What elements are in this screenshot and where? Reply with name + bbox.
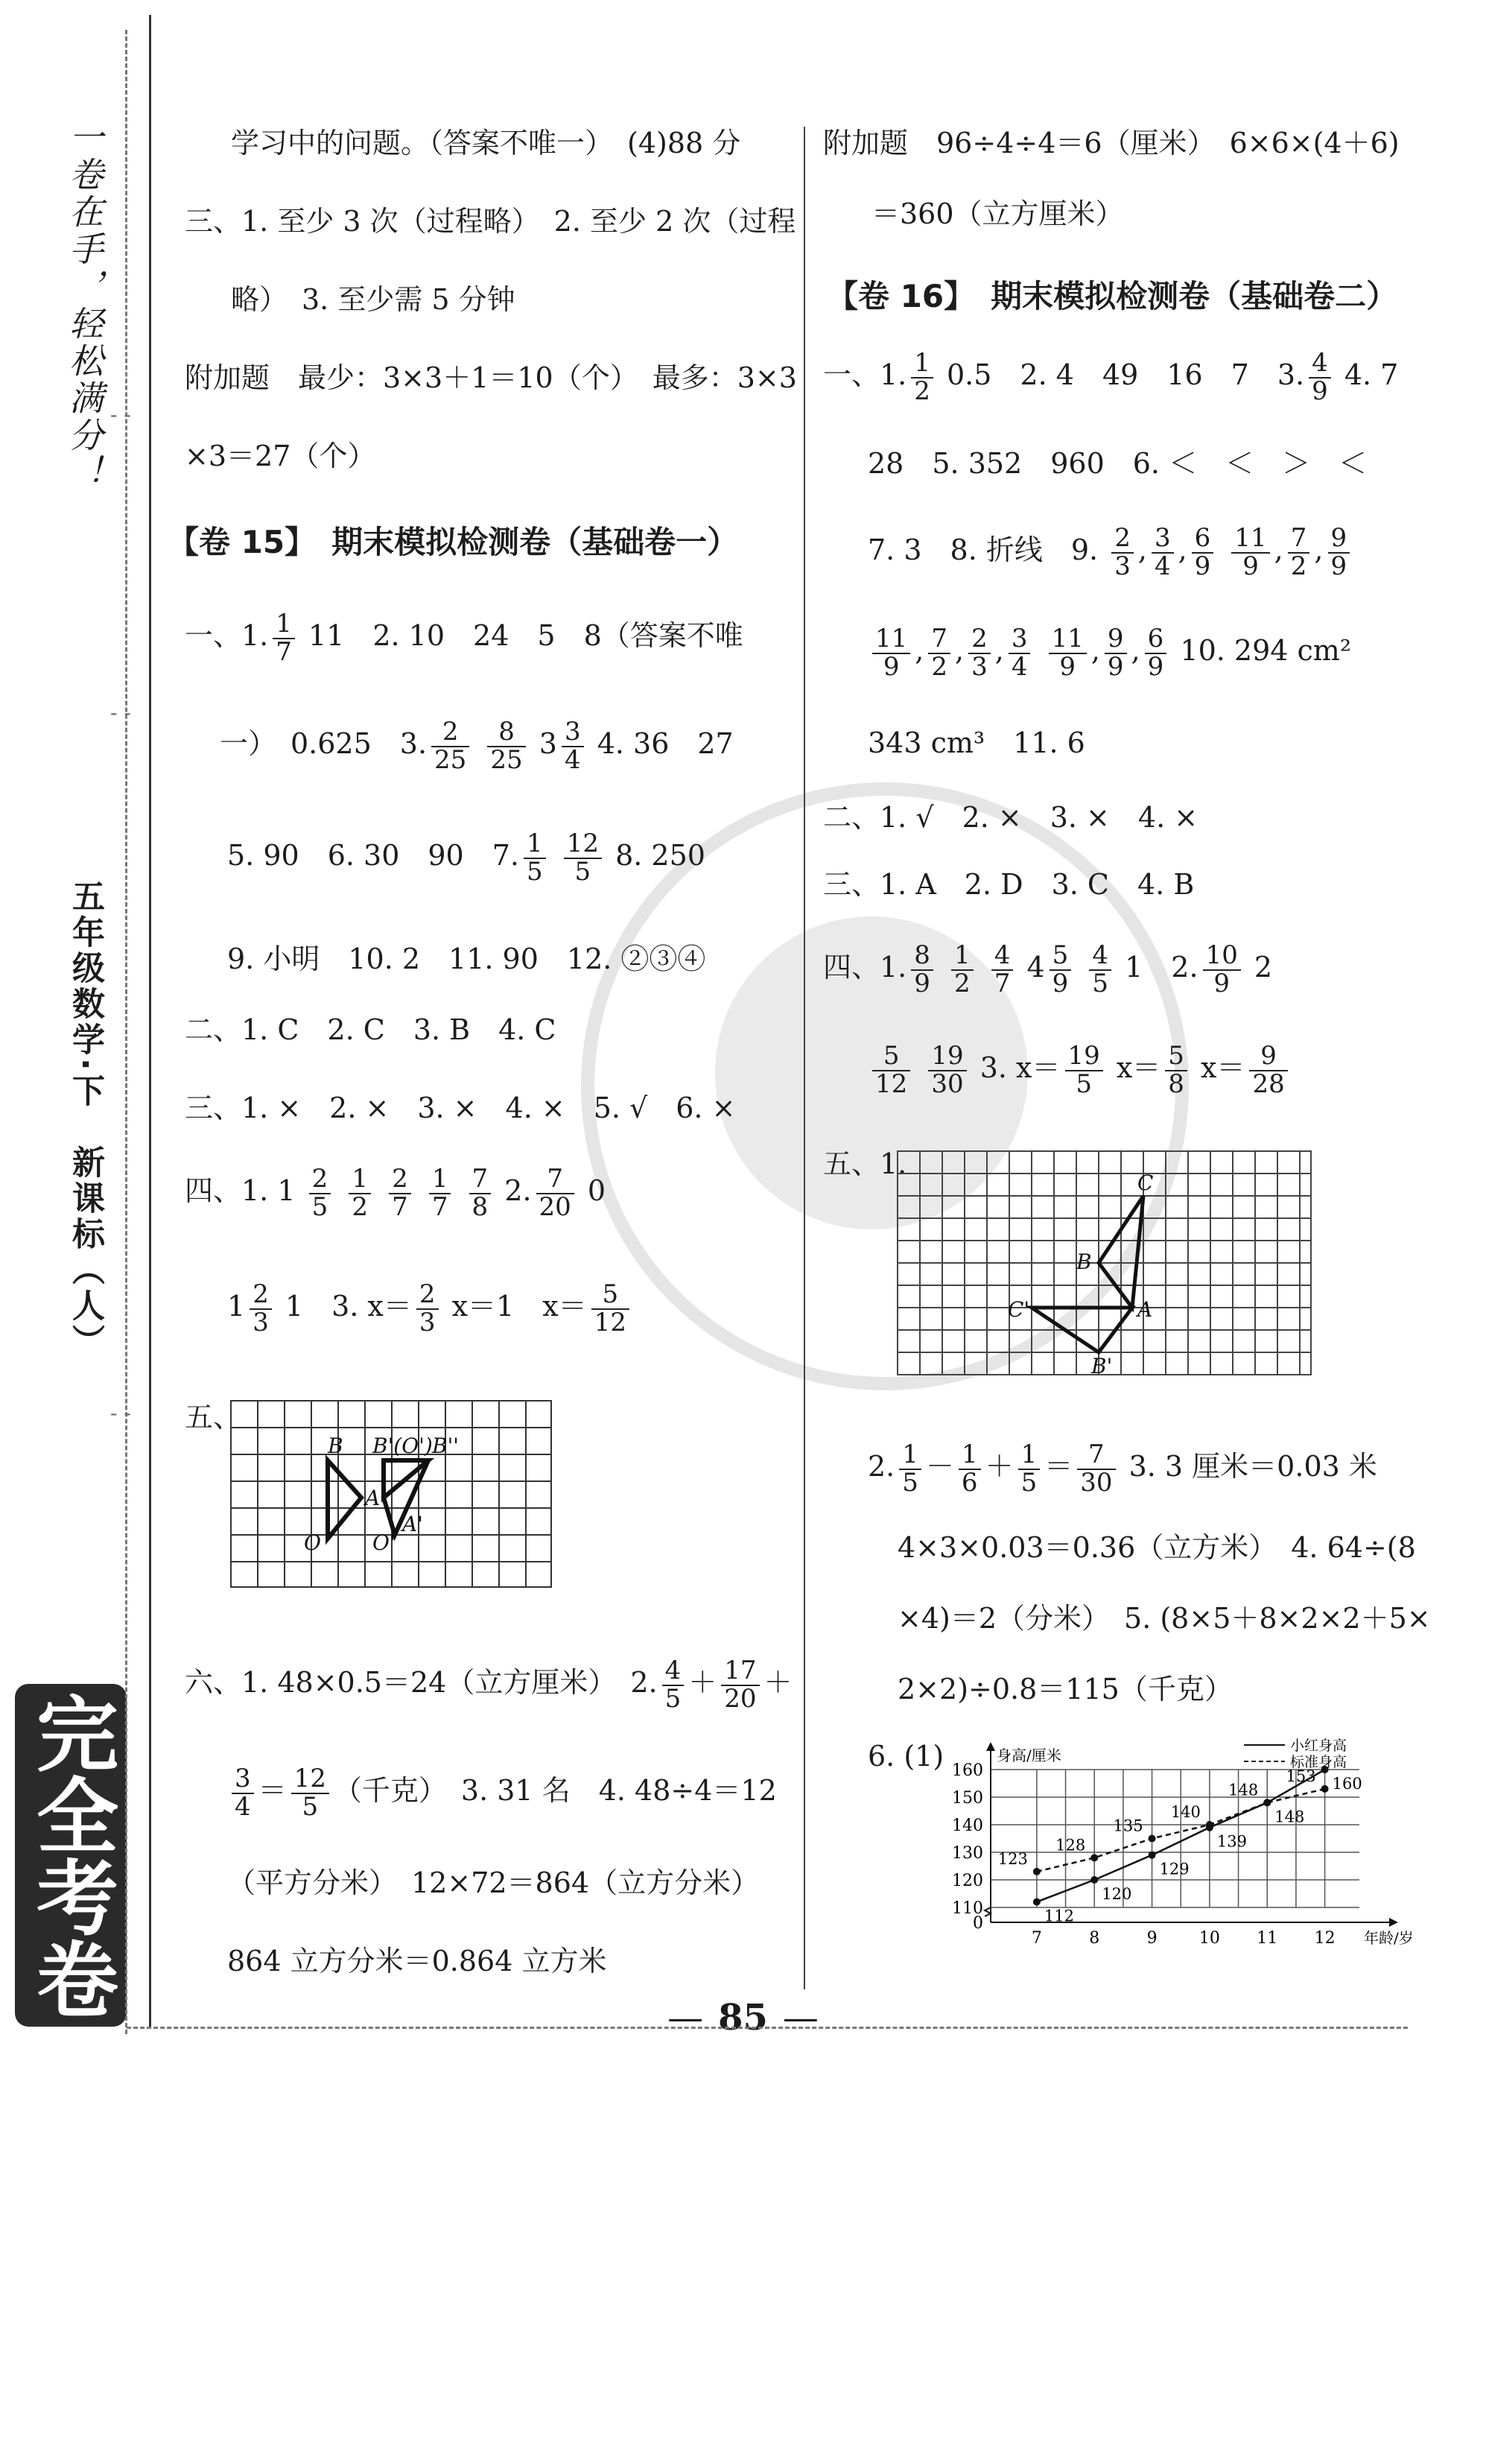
fig-label-b: B: [328, 1434, 343, 1458]
left-line-5: ×3＝27（个）: [185, 440, 376, 472]
data-point: [1090, 1876, 1098, 1884]
y-tick-label: 130: [952, 1844, 983, 1863]
left-line-4: 附加题 最少：3×3＋1＝10（个） 最多：3×3: [185, 361, 797, 394]
fig-label-a: A: [1137, 1297, 1153, 1322]
data-label: 148: [1274, 1808, 1305, 1826]
data-label: 129: [1159, 1860, 1190, 1878]
left-q11: $\frac{3}{4}$ ＝ $\frac{12}{5}$ （千克） 3. 31 名 4. 48÷4＝12: [227, 1766, 777, 1820]
left-q5: 二、1. C 2. C 3. B 4. C: [185, 1013, 556, 1046]
data-point: [1090, 1854, 1098, 1861]
cut-mark: - -: [110, 1401, 131, 1425]
right-q5: 343 cm³ 11. 6: [868, 726, 1085, 759]
fig-label-o-prime: O': [372, 1530, 396, 1555]
left-q13: 864 立方分米＝0.864 立方米: [227, 1945, 607, 1977]
fig-label-o: O: [304, 1530, 321, 1555]
rotation-grid-figure: [898, 1151, 1315, 1382]
left-line-2: 三、1. 至少 3 次（过程略） 2. 至少 2 次（过程: [185, 205, 796, 238]
data-point: [1149, 1852, 1156, 1859]
right-q11: 2. $\frac{1}{5}$ － $\frac{1}{6}$ ＋ $\frac{1}{5}$ ＝ $\frac{7}{30}$ 3. 3 厘米＝0.03 米: [868, 1440, 1377, 1498]
right-q7: 三、1. A 2. D 3. C 4. B: [823, 868, 1195, 901]
y-tick-label: 0: [973, 1914, 983, 1933]
right-q13: ×4)＝2（分米） 5. (8×5＋8×2×2＋5×: [898, 1602, 1431, 1635]
right-q15: 6. (1): [868, 1740, 944, 1773]
left-line-3: 略） 3. 至少需 5 分钟: [231, 283, 515, 316]
cut-mark: - -: [110, 700, 131, 725]
left-q8: 1 $\frac{2}{3}$ 1 3. x＝ $\frac{2}{3}$ x＝1 x＝ $\frac{5}{12}$: [227, 1282, 634, 1336]
y-axis-label: 身高/厘米: [997, 1746, 1061, 1764]
x-axis-label: 年龄/岁: [1364, 1929, 1414, 1947]
fig-label-b-prime: B': [1091, 1354, 1113, 1378]
x-tick-label: 7: [1031, 1929, 1042, 1948]
left-q9-label: 五、: [185, 1401, 242, 1434]
right-q8: 四、1. $\frac{8}{9}$ $\frac{1}{2}$ $\frac{4}{7}$ 4 $\frac{5}{9}$ $\frac{4}{5}$ 1 2. $\frac{10}{9}$ 2: [823, 940, 1273, 998]
legend-label: 标准身高: [1290, 1754, 1347, 1770]
data-point: [1263, 1799, 1271, 1806]
y-tick-label: 160: [952, 1761, 983, 1780]
section-title-16: 【卷 16】 期末模拟检测卷（基础卷二）: [827, 278, 1398, 314]
data-label: 123: [997, 1849, 1028, 1868]
y-tick-label: 120: [952, 1872, 983, 1890]
y-axis-arrow: [986, 1742, 995, 1751]
cut-mark: - -: [110, 402, 131, 427]
left-q4: 9. 小明 10. 2 11. 90 12. ②③④: [227, 943, 706, 975]
data-label: 135: [1113, 1817, 1143, 1835]
right-q6: 二、1. √ 2. × 3. × 4. ×: [823, 801, 1198, 834]
data-label: 120: [1102, 1885, 1132, 1903]
left-line-1: 学习中的问题。（答案不唯一） (4)88 分: [231, 127, 741, 159]
right-q14: 2×2)÷0.8＝115（千克）: [898, 1673, 1233, 1706]
data-label: 140: [1170, 1803, 1201, 1821]
fig-label-c: C: [1137, 1171, 1154, 1195]
fig-label-b-prime-o: B'(O'): [372, 1434, 433, 1458]
fig-label-b: B: [1076, 1250, 1092, 1274]
height-line-chart: [946, 1736, 1414, 1960]
x-tick-label: 12: [1314, 1929, 1336, 1948]
fig-label-a-prime: A': [402, 1512, 423, 1536]
right-q1: 一、1. $\frac{1}{2}$ 0.5 2. 4 49 16 7 3. $\frac{4}{9}$ 4. 7: [823, 348, 1399, 406]
right-q10-label: 五、1.: [823, 1147, 907, 1180]
data-point: [1321, 1785, 1329, 1793]
x-tick-label: 8: [1089, 1929, 1100, 1948]
data-label: 160: [1332, 1775, 1362, 1793]
right-line-2: ＝360（立方厘米）: [871, 197, 1124, 230]
data-label: 139: [1216, 1832, 1247, 1851]
left-q2: 一） 0.625 3. $\frac{2}{25}$ $\frac{8}{25}$ 3 $\frac{3}{4}$ 4. 36 27: [220, 717, 734, 775]
right-q3: 7. 3 8. 折线 9. $\frac{2}{3}$ , $\frac{3}{4}$ , $\frac{6}{9}$ $\frac{11}{9}$ , $\frac{7}{2}$ , $\frac{9}{9}$: [868, 525, 1354, 580]
y-tick-label: 110: [952, 1899, 983, 1918]
side-slogan: 一卷在手，轻松满分！: [64, 119, 104, 492]
data-point: [1149, 1835, 1156, 1843]
data-label: 112: [1044, 1907, 1074, 1925]
right-q4: $\frac{11}{9}$ , $\frac{7}{2}$ , $\frac{2}{3}$ , $\frac{3}{4}$ $\frac{11}{9}$ , $\frac{9}{9}$ , $\frac{6}{9}$ 10. 294 cm²: [868, 626, 1351, 680]
left-q1: 一、1. $\frac{1}{7}$ 11 2. 10 24 5 8（答案不唯: [185, 609, 743, 667]
fig-label-a: A: [365, 1486, 381, 1510]
x-tick-label: 10: [1198, 1929, 1220, 1948]
fig-label-b-double: B'': [432, 1434, 459, 1458]
left-q6: 三、1. × 2. × 3. × 4. × 5. √ 6. ×: [185, 1092, 736, 1124]
axis-break: [985, 1907, 991, 1916]
left-q7: 四、1. 1 $\frac{2}{5}$ $\frac{1}{2}$ $\frac{2}{7}$ $\frac{1}{7}$ $\frac{7}{8}$ 2. $\frac{7}{20}$ 0: [185, 1164, 606, 1222]
data-point: [1206, 1821, 1213, 1828]
translation-grid-figure: [231, 1401, 551, 1591]
binding-dashed-line: [125, 30, 127, 2034]
data-label: 153: [1286, 1767, 1316, 1785]
data-label: 128: [1055, 1836, 1086, 1855]
brand-logo: 完全考卷: [15, 1684, 127, 2027]
left-q12: （平方分米） 12×72＝864（立方分米）: [227, 1866, 760, 1899]
left-q10: 六、1. 48×0.5＝24（立方厘米） 2. $\frac{4}{5}$ ＋ $\frac{17}{20}$ ＋: [185, 1656, 793, 1714]
bottom-dashed-line: [127, 2027, 1408, 2029]
y-tick-label: 140: [952, 1817, 983, 1835]
data-label: 148: [1228, 1781, 1259, 1799]
x-tick-label: 11: [1257, 1929, 1278, 1948]
left-q3: 5. 90 6. 30 90 7. $\frac{1}{5}$ $\frac{12}{5}$ 8. 250: [227, 829, 705, 887]
data-point: [1033, 1898, 1041, 1906]
side-grade-label: 五年级数学·下 新课标（人）: [66, 879, 104, 1360]
fig-label-c-prime: C': [1008, 1297, 1030, 1322]
right-q9: $\frac{5}{12}$ $\frac{19}{30}$ 3. x＝ $\frac{19}{5}$ x＝ $\frac{5}{8}$ x＝ $\frac{9}{28}$: [868, 1043, 1292, 1098]
section-title-15: 【卷 15】 期末模拟检测卷（基础卷一）: [168, 524, 739, 560]
x-axis-arrow: [1389, 1918, 1398, 1927]
right-q2: 28 5. 352 960 6. ＜ ＜ ＞ ＜: [868, 447, 1368, 480]
right-q12: 4×3×0.03＝0.36（立方米） 4. 64÷(8: [898, 1531, 1416, 1564]
data-point: [1033, 1868, 1041, 1875]
column-divider: [804, 127, 805, 1989]
x-tick-label: 9: [1146, 1929, 1158, 1948]
page-number: — 85 —: [0, 1997, 1486, 2039]
legend-label: 小红身高: [1290, 1738, 1347, 1754]
right-line-1: 附加题 96÷4÷4＝6（厘米） 6×6×(4＋6): [823, 127, 1400, 159]
y-tick-label: 150: [952, 1789, 983, 1808]
